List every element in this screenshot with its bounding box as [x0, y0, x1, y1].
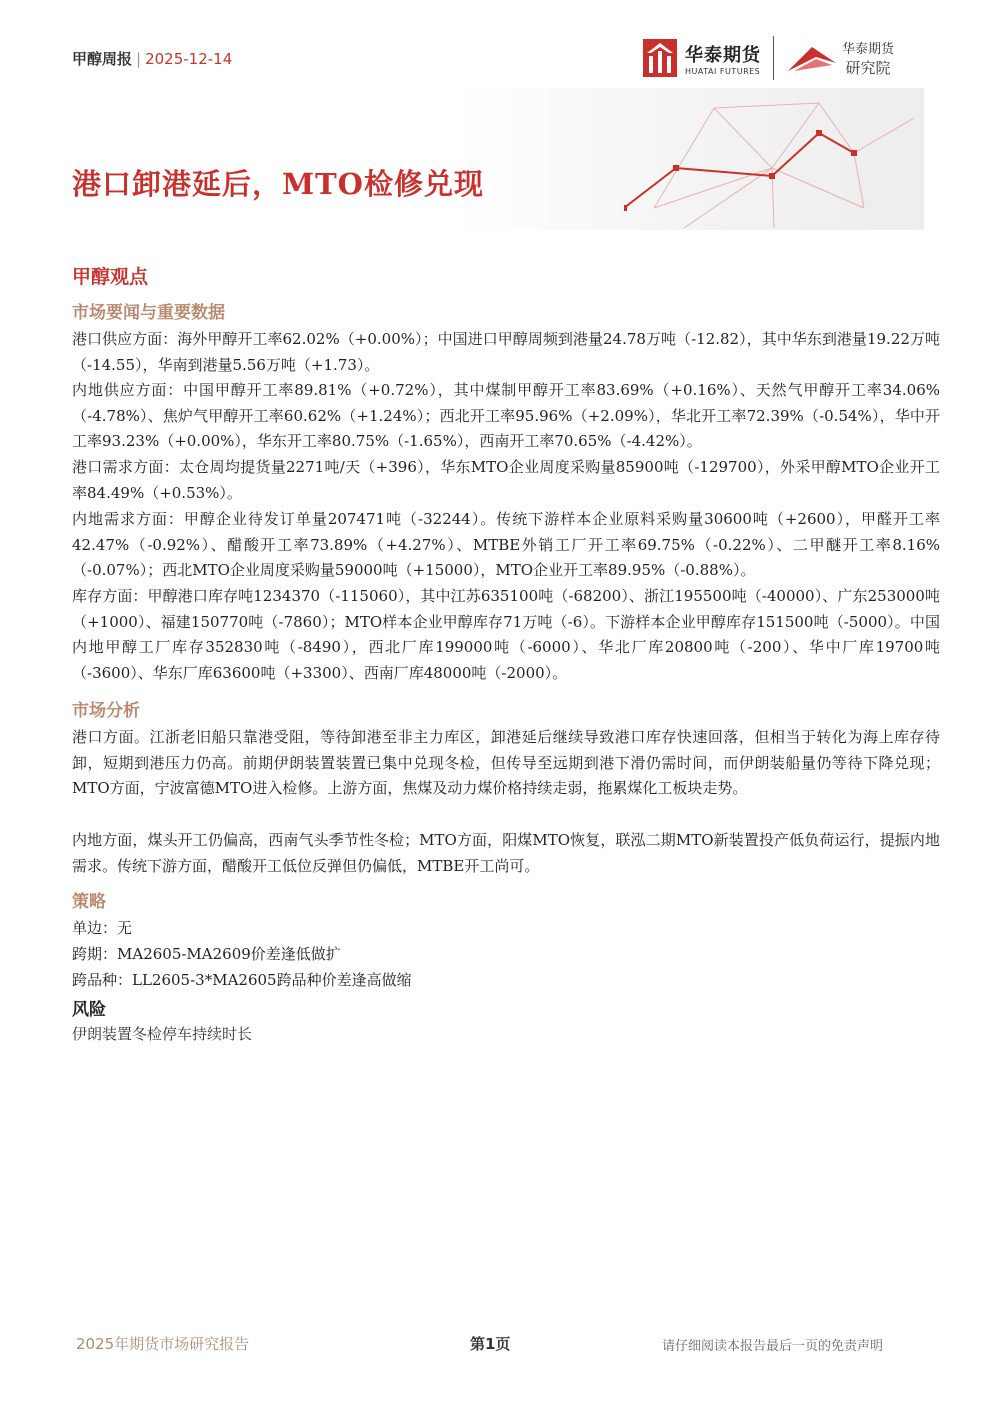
- institute-name-top: 华泰期货: [842, 42, 895, 57]
- section-heading: 甲醇观点: [72, 266, 149, 288]
- institute-name-bottom: 研究院: [845, 59, 891, 77]
- analysis-paragraph: 港口方面。江浙老旧船只靠港受阻，等待卸港至非主力库区，卸港延后继续导致港口库存快速回落，但相当于转化为海上库存待卸，短期到港压力仍高。前期伊朗装置装置已集中兑现冬检，但传导至远期到港下滑仍需时间，而伊朗装船量仍等待下降兑现；MTO方面，宁波富德MTO进入检修。上游方面，焦煤及动力煤价格持续走弱，拖累煤化工板块走势。: [72, 728, 940, 798]
- strategy-calendar: 跨期：MA2605-MA2609价差逢低做扩: [72, 945, 341, 963]
- header-separator: |: [136, 50, 142, 68]
- news-paragraph: 内地需求方面：甲醇企业待发订单量207471吨（-32244）。传统下游样本企业原料采购量30600吨（+2600），甲醛开工率42.47%（-0.92%）、醋酸开工率73.89%（+4.27%）、MTBE外销工厂开工率69.75%（-0.22%）、二甲醚开工率8.16%（-0.07%）；西北MTO企业周度采购量59000吨（+15000），MTO企业开工率89.95%（-0.88%）。: [72, 510, 940, 580]
- report-date: 2025-12-14: [145, 50, 233, 68]
- news-heading: 市场要闻与重要数据: [72, 303, 225, 323]
- risk-heading: 风险: [72, 1000, 106, 1020]
- risk-text: 伊朗装置冬检停车持续时长: [72, 1025, 253, 1043]
- company-logo: [643, 36, 894, 80]
- company-name-cn: 华泰期货: [685, 44, 761, 66]
- logo-divider: [773, 36, 774, 80]
- report-header: [72, 48, 232, 69]
- news-paragraph: 港口供应方面：海外甲醇开工率62.02%（+0.00%）；中国进口甲醇周频到港量24.78万吨（-12.82），其中华东到港量19.22万吨（-14.55），华南到港量5.56万吨（+1.73）。: [72, 330, 940, 374]
- institute-logo-icon: [786, 43, 838, 73]
- network-decoration-icon: [624, 88, 924, 230]
- title-banner: [72, 88, 924, 230]
- huatai-logo-icon: [643, 39, 677, 77]
- analysis-heading: 市场分析: [72, 701, 140, 721]
- report-name: 甲醇周报: [72, 50, 133, 68]
- analysis-paragraph: 内地方面，煤头开工仍偏高，西南气头季节性冬检；MTO方面，阳煤MTO恢复，联泓二期MTO新装置投产低负荷运行，提振内地需求。传统下游方面，醋酸开工低位反弹但仍偏低，MTBE开工尚可。: [72, 831, 940, 875]
- strategy-single: 单边：无: [72, 919, 133, 937]
- news-paragraph: 内地供应方面：中国甲醇开工率89.81%（+0.72%），其中煤制甲醇开工率83.69%（+0.16%）、天然气甲醇开工率34.06%（-4.78%）、焦炉气甲醇开工率60.62%（+1.24%）；西北开工率95.96%（+2.09%），华北开工率72.39%（-0.54%），华中开工率93.23%（+0.00%），华东开工率80.75%（-1.65%），西南开工率70.65%（-4.42%）。: [72, 381, 940, 451]
- footer-report-name: 2025年期货市场研究报告: [76, 1335, 250, 1353]
- company-name-en: HUATAI FUTURES: [685, 66, 761, 76]
- page-title: 港口卸港延后，MTO检修兑现: [72, 167, 484, 201]
- news-paragraph: 港口需求方面：太仓周均提货量2271吨/天（+396），华东MTO企业周度采购量85900吨（-129700），外采甲醇MTO企业开工率84.49%（+0.53%）。: [72, 458, 940, 502]
- disclaimer-note: 请仔细阅读本报告最后一页的免责声明: [662, 1339, 884, 1354]
- page-number: 第1页: [470, 1335, 511, 1353]
- news-paragraph: 库存方面：甲醇港口库存吨1234370（-115060），其中江苏635100吨（-68200）、浙江195500吨（-40000）、广东253000吨（+1000）、福建150770吨（-7860）；MTO样本企业甲醇库存71万吨（-6）。下游样本企业甲醇库存151500吨（-5000）。中国内地甲醇工厂库存352830吨（-8490），西北厂库199000吨（-6000）、华北厂库20800吨（-200）、华中厂库19700吨（-3600）、华东厂库63600吨（+3300）、西南厂库48000吨（-2000）。: [72, 587, 940, 683]
- strategy-cross: 跨品种：LL2605-3*MA2605跨品种价差逢高做缩: [72, 971, 412, 989]
- strategy-heading: 策略: [72, 892, 106, 912]
